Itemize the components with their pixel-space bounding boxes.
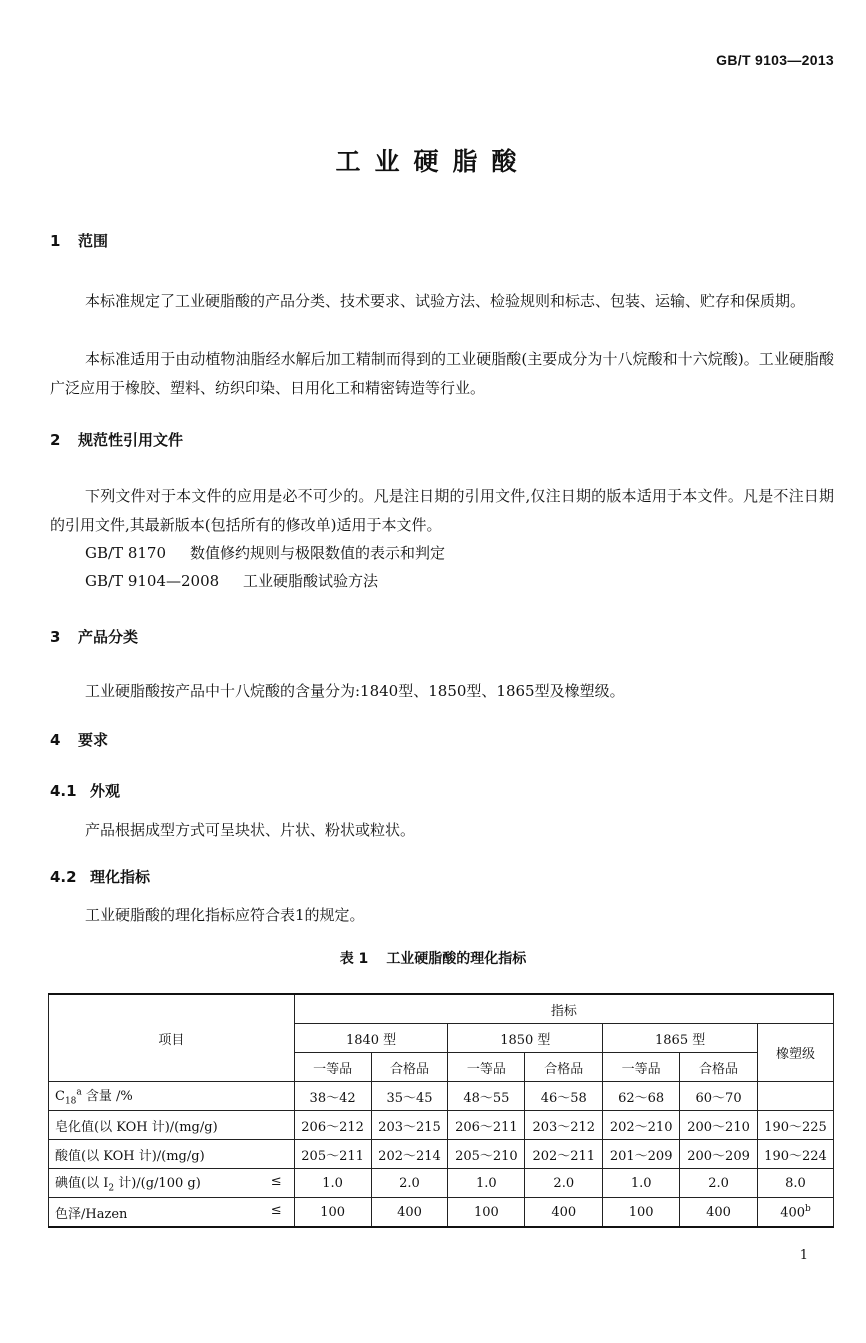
row-value: 202～214 xyxy=(371,1140,448,1169)
max-operator: ≤ xyxy=(270,1203,282,1218)
section-1-para-2: 本标准适用于由动植物油脂经水解后加工精制而得到的工业硬脂酸(主要成分为十八烷酸和十六烷酸)。工业硬脂酸广泛应用于橡胶、塑料、纺织印染、日用化工和精密铸造等行业。 xyxy=(50,350,834,397)
row-item: 碘值(以 $I_2$ 计)/(g/100 g) ≤ xyxy=(49,1169,295,1198)
section-number: 4.2 xyxy=(50,868,77,886)
section-number: 4.1 xyxy=(50,782,77,800)
section-4-2-para: 工业硬脂酸的理化指标应符合表1的规定。 xyxy=(85,906,365,924)
row-value xyxy=(758,1082,834,1111)
section-1-heading xyxy=(50,230,108,251)
row-value: 400$^b$ xyxy=(758,1198,834,1228)
row-item: 皂化值(以 KOH 计)/(mg/g) xyxy=(49,1111,295,1140)
spec-table xyxy=(48,993,834,1228)
row-item: 色泽/Hazen ≤ xyxy=(49,1198,295,1228)
section-number: 4 xyxy=(50,731,61,749)
standard-number: GB/T 9103—2013 xyxy=(716,52,834,68)
row-value: 8.0 xyxy=(758,1169,834,1198)
table-row xyxy=(49,1082,834,1111)
header-grade: 一等品 xyxy=(294,1053,371,1082)
row-value: 35～45 xyxy=(371,1082,448,1111)
row-value: 202～211 xyxy=(525,1140,603,1169)
row-value: 46～58 xyxy=(525,1082,603,1111)
reference-2 xyxy=(85,570,378,591)
reference-code: GB/T 9104—2008 xyxy=(85,572,220,590)
section-title: 产品分类 xyxy=(78,628,139,646)
row-value: 203～212 xyxy=(525,1111,603,1140)
table-row xyxy=(49,1169,834,1198)
header-type: 1865 型 xyxy=(603,1024,758,1053)
row-value: 190～225 xyxy=(758,1111,834,1140)
section-4-heading xyxy=(50,729,108,750)
row-value: 1.0 xyxy=(294,1169,371,1198)
row-value: 400 xyxy=(371,1198,448,1228)
table-row xyxy=(49,1111,834,1140)
header-rubber-grade: 橡塑级 xyxy=(758,1024,834,1082)
page-number: 1 xyxy=(799,1248,808,1263)
row-value: 2.0 xyxy=(680,1169,758,1198)
row-value: 100 xyxy=(603,1198,680,1228)
table-caption-label: 表 1 xyxy=(339,951,369,967)
row-value: 203～215 xyxy=(371,1111,448,1140)
row-value: 2.0 xyxy=(371,1169,448,1198)
row-value: 60～70 xyxy=(680,1082,758,1111)
header-index: 指标 xyxy=(294,994,833,1024)
section-title: 要求 xyxy=(78,731,109,749)
reference-title: 工业硬脂酸试验方法 xyxy=(243,572,379,590)
reference-title: 数值修约规则与极限数值的表示和判定 xyxy=(190,544,446,562)
row-value: 205～211 xyxy=(294,1140,371,1169)
section-2-heading xyxy=(50,429,183,450)
row-value: 1.0 xyxy=(603,1169,680,1198)
table-caption-title: 工业硬脂酸的理化指标 xyxy=(386,951,527,967)
row-value: 190～224 xyxy=(758,1140,834,1169)
table-row xyxy=(49,1198,834,1228)
max-operator: ≤ xyxy=(270,1174,282,1189)
row-value: 38～42 xyxy=(294,1082,371,1111)
section-title: 外观 xyxy=(90,782,121,800)
header-grade: 一等品 xyxy=(603,1053,680,1082)
row-value: 1.0 xyxy=(448,1169,525,1198)
row-value: 400 xyxy=(680,1198,758,1228)
section-title: 规范性引用文件 xyxy=(78,431,184,449)
reference-code: GB/T 8170 xyxy=(85,544,167,562)
table-header-row xyxy=(49,994,834,1024)
row-value: 202～210 xyxy=(603,1111,680,1140)
header-grade: 合格品 xyxy=(680,1053,758,1082)
section-number: 2 xyxy=(50,431,61,449)
section-number: 1 xyxy=(50,232,61,250)
header-grade: 合格品 xyxy=(371,1053,448,1082)
section-4-1-para: 产品根据成型方式可呈块状、片状、粉状或粒状。 xyxy=(85,821,416,839)
table-caption xyxy=(0,948,866,968)
header-grade: 一等品 xyxy=(448,1053,525,1082)
document-title: 工业硬脂酸 xyxy=(335,147,531,176)
section-2-para-1: 下列文件对于本文件的应用是必不可少的。凡是注日期的引用文件,仅注日期的版本适用于本文件。凡是不注日期的引用文件,其最新版本(包括所有的修改单)适用于本文件。 xyxy=(50,487,834,534)
row-value: 400 xyxy=(525,1198,603,1228)
row-value: 100 xyxy=(448,1198,525,1228)
row-value: 62～68 xyxy=(603,1082,680,1111)
row-item: 酸值(以 KOH 计)/(mg/g) xyxy=(49,1140,295,1169)
section-4-2-heading xyxy=(50,866,150,887)
row-value: 205～210 xyxy=(448,1140,525,1169)
row-value: 200～210 xyxy=(680,1111,758,1140)
reference-1 xyxy=(85,542,445,563)
header-grade: 合格品 xyxy=(525,1053,603,1082)
section-title: 范围 xyxy=(78,232,109,250)
header-type: 1850 型 xyxy=(448,1024,603,1053)
row-value: 201～209 xyxy=(603,1140,680,1169)
row-item: $C_{18}^a$ 含量 /% xyxy=(49,1082,295,1111)
table-row xyxy=(49,1140,834,1169)
section-4-1-heading xyxy=(50,780,120,801)
section-number: 3 xyxy=(50,628,61,646)
section-3-heading xyxy=(50,626,138,647)
header-type: 1840 型 xyxy=(294,1024,448,1053)
row-value: 2.0 xyxy=(525,1169,603,1198)
row-value: 100 xyxy=(294,1198,371,1228)
section-title: 理化指标 xyxy=(90,868,151,886)
row-value: 206～211 xyxy=(448,1111,525,1140)
row-value: 200～209 xyxy=(680,1140,758,1169)
header-item: 项目 xyxy=(49,994,295,1082)
section-1-para-1: 本标准规定了工业硬脂酸的产品分类、技术要求、试验方法、检验规则和标志、包装、运输、贮存和保质期。 xyxy=(85,292,806,310)
row-value: 206～212 xyxy=(294,1111,371,1140)
row-value: 48～55 xyxy=(448,1082,525,1111)
section-3-para-1: 工业硬脂酸按产品中十八烷酸的含量分为:1840型、1850型、1865型及橡塑级。 xyxy=(85,682,625,700)
